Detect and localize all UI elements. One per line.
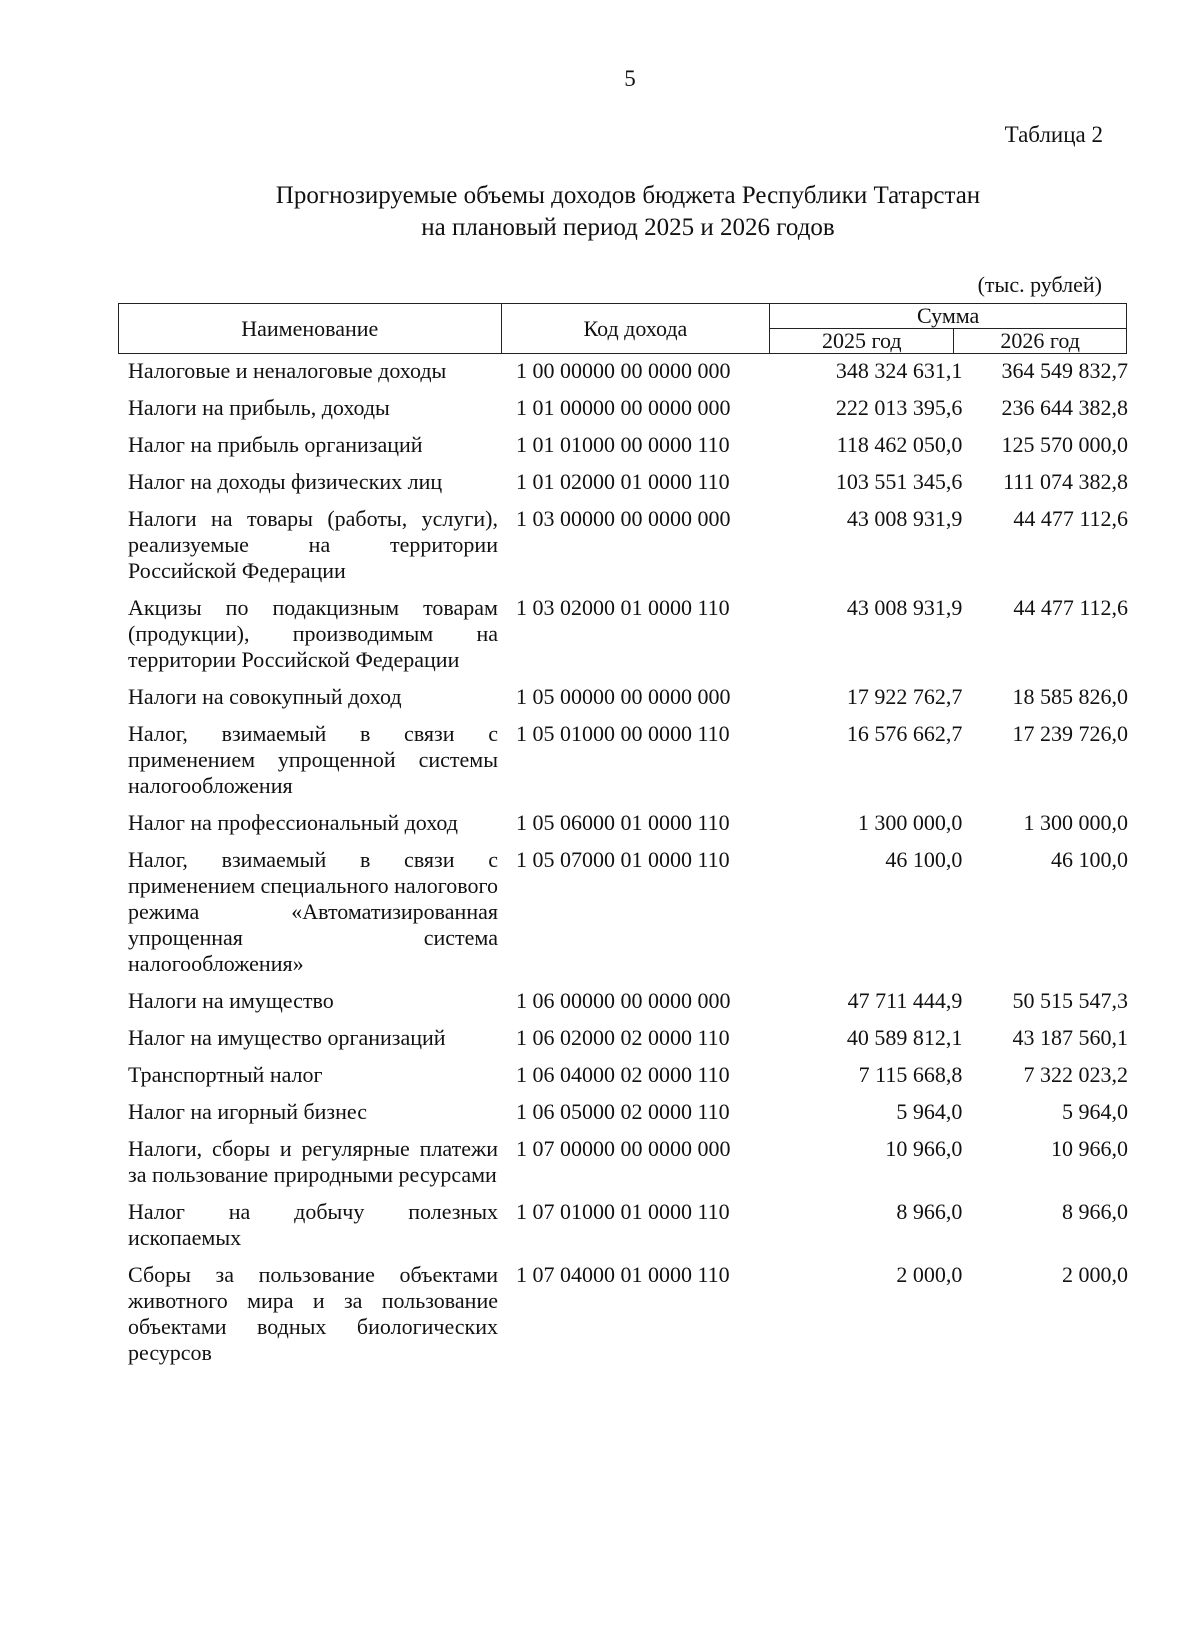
row-code: 1 06 00000 00 0000 000 — [515, 988, 731, 1013]
table-row — [118, 469, 1128, 495]
table-row — [118, 988, 1128, 1014]
row-value-2026: 5 964,0 — [1062, 1099, 1128, 1124]
row-name: Налог на игорный бизнес — [128, 1099, 367, 1124]
row-value-2026: 7 322 023,2 — [1023, 1062, 1128, 1087]
row-code: 1 06 02000 02 0000 110 — [515, 1025, 730, 1050]
row-code: 1 01 01000 00 0000 110 — [515, 432, 730, 457]
row-name: Налоги на имущество — [128, 988, 334, 1013]
document-title — [118, 180, 1138, 244]
row-code: 1 05 00000 00 0000 000 — [515, 684, 731, 709]
row-name: Налог на добычу полезных ископаемых — [128, 1199, 498, 1250]
row-value-2026: 43 187 560,1 — [1012, 1025, 1128, 1050]
table-row — [118, 595, 1128, 673]
title-line-2: на плановый период 2025 и 2026 годов — [421, 214, 835, 241]
row-value-2026: 18 585 826,0 — [1012, 684, 1128, 709]
row-value-2025: 2 000,0 — [896, 1262, 963, 1287]
row-value-2026: 50 515 547,3 — [1012, 988, 1128, 1013]
table-row — [118, 684, 1128, 710]
row-value-2025: 8 966,0 — [896, 1199, 963, 1224]
units-label: (тыс. рублей) — [977, 272, 1102, 297]
table-row — [118, 506, 1128, 584]
table-header — [118, 303, 1127, 354]
row-value-2025: 222 013 395,6 — [835, 395, 963, 420]
row-name: Налог, взимаемый в связи с применением упрощенной системы налогообложения — [128, 721, 498, 798]
row-code: 1 05 07000 01 0000 110 — [515, 847, 730, 872]
row-value-2025: 10 966,0 — [885, 1136, 963, 1161]
row-value-2026: 364 549 832,7 — [1001, 358, 1128, 383]
header-year-2026: 2026 год — [954, 329, 1127, 354]
row-value-2026: 44 477 112,6 — [1013, 506, 1128, 531]
row-value-2026: 46 100,0 — [1051, 847, 1128, 872]
row-name: Сборы за пользование объектами животного мира и за пользование объектами водных биологических ресурсов — [128, 1262, 498, 1365]
row-name: Налог на прибыль организаций — [128, 432, 423, 457]
row-name: Налог, взимаемый в связи с применением специального налогового режима «Автоматизированная упрощенная система налогообложения» — [128, 847, 498, 976]
table-row — [118, 810, 1128, 836]
row-name: Налог на имущество организаций — [128, 1025, 446, 1050]
row-value-2025: 5 964,0 — [896, 1099, 963, 1124]
row-code: 1 03 00000 00 0000 000 — [515, 506, 731, 531]
row-name: Налоги, сборы и регулярные платежи за пользование природными ресурсами — [128, 1136, 498, 1187]
row-name: Налоговые и неналоговые доходы — [128, 358, 447, 383]
row-name: Налог на профессиональный доход — [128, 810, 458, 835]
title-line-1: Прогнозируемые объемы доходов бюджета Республики Татарстан — [275, 182, 981, 209]
header-year-2025: 2025 год — [770, 329, 954, 354]
row-name: Акцизы по подакцизным товарам (продукции), производимым на территории Российской Федерации — [128, 595, 498, 672]
row-code: 1 06 05000 02 0000 110 — [515, 1099, 730, 1124]
row-value-2025: 118 462 050,0 — [836, 432, 963, 457]
row-value-2025: 348 324 631,1 — [835, 358, 963, 383]
row-name: Налоги на товары (работы, услуги), реализуемые на территории Российской Федерации — [128, 506, 498, 583]
row-value-2025: 40 589 812,1 — [846, 1025, 963, 1050]
table-row — [118, 1025, 1128, 1051]
row-code: 1 07 01000 01 0000 110 — [515, 1199, 730, 1224]
row-code: 1 01 00000 00 0000 000 — [515, 395, 731, 420]
row-code: 1 05 01000 00 0000 110 — [515, 721, 730, 746]
row-value-2025: 16 576 662,7 — [846, 721, 963, 746]
row-value-2025: 17 922 762,7 — [846, 684, 963, 709]
row-name: Транспортный налог — [128, 1062, 323, 1087]
row-code: 1 03 02000 01 0000 110 — [515, 595, 730, 620]
header-name: Наименование — [119, 304, 502, 354]
row-value-2026: 1 300 000,0 — [1023, 810, 1128, 835]
table-row — [118, 1199, 1128, 1251]
row-value-2026: 125 570 000,0 — [1001, 432, 1128, 457]
row-value-2025: 1 300 000,0 — [857, 810, 963, 835]
row-value-2026: 44 477 112,6 — [1013, 595, 1128, 620]
table-body — [118, 358, 1128, 1377]
row-value-2026: 2 000,0 — [1062, 1262, 1128, 1287]
row-code: 1 00 00000 00 0000 000 — [515, 358, 731, 383]
row-name: Налоги на совокупный доход — [128, 684, 402, 709]
row-value-2026: 17 239 726,0 — [1012, 721, 1128, 746]
row-name: Налоги на прибыль, доходы — [128, 395, 390, 420]
row-value-2026: 8 966,0 — [1062, 1199, 1128, 1224]
row-value-2025: 46 100,0 — [885, 847, 963, 872]
table-row — [118, 432, 1128, 458]
page-number: 5 — [624, 66, 636, 91]
row-code: 1 07 04000 01 0000 110 — [515, 1262, 730, 1287]
row-code: 1 05 06000 01 0000 110 — [515, 810, 730, 835]
row-value-2025: 43 008 931,9 — [846, 506, 963, 531]
row-code: 1 01 02000 01 0000 110 — [515, 469, 730, 494]
row-code: 1 07 00000 00 0000 000 — [515, 1136, 731, 1161]
row-value-2026: 111 074 382,8 — [1003, 469, 1128, 494]
table-row — [118, 1099, 1128, 1125]
table-row — [118, 847, 1128, 977]
table-label: Таблица 2 — [1004, 122, 1103, 147]
row-value-2025: 103 551 345,6 — [835, 469, 963, 494]
row-value-2025: 7 115 668,8 — [858, 1062, 963, 1087]
row-code: 1 06 04000 02 0000 110 — [515, 1062, 730, 1087]
row-value-2025: 43 008 931,9 — [846, 595, 963, 620]
table-row — [118, 358, 1128, 384]
row-value-2026: 10 966,0 — [1051, 1136, 1128, 1161]
header-sum: Сумма — [770, 304, 1127, 329]
table-row — [118, 1062, 1128, 1088]
row-value-2025: 47 711 444,9 — [847, 988, 963, 1013]
table-row — [118, 395, 1128, 421]
table-row — [118, 1262, 1128, 1366]
row-value-2026: 236 644 382,8 — [1001, 395, 1128, 420]
row-name: Налог на доходы физических лиц — [128, 469, 443, 494]
header-code: Код дохода — [501, 304, 770, 354]
table-row — [118, 1136, 1128, 1188]
table-row — [118, 721, 1128, 799]
